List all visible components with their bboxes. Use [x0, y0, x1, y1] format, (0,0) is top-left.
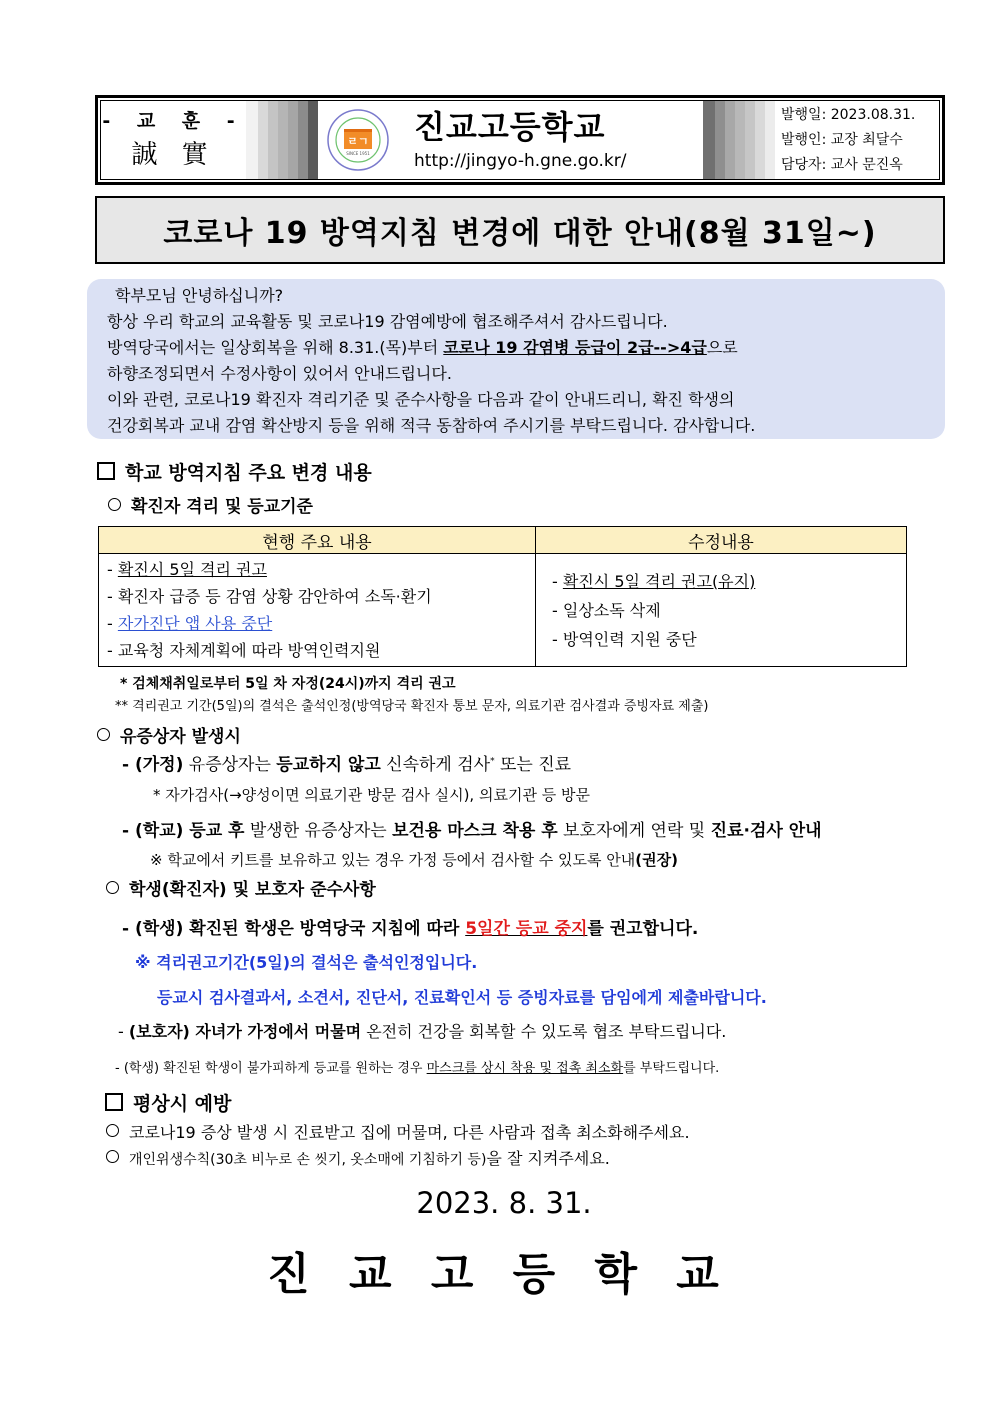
revised-item-2: 일상소독 삭제 [562, 600, 661, 620]
text: (학생) 확진된 학생이 불가피하게 등교를 원하는 경우 [123, 1061, 427, 1076]
header-inner-frame [100, 100, 940, 180]
dash: - [122, 755, 135, 775]
dash: - [552, 571, 563, 591]
compliance-student-item [122, 914, 698, 939]
footer-date: 2023. 8. 31. [416, 1186, 592, 1220]
section-2-heading [105, 1089, 231, 1116]
compliance-guardian-item [118, 1019, 726, 1042]
dash: - [107, 560, 118, 579]
current-item-1: 확진시 5일 격리 권고 [117, 560, 267, 579]
svg-text:ㄹㄱ: ㄹㄱ [347, 135, 369, 148]
no-school-emphasis: 등교하지 않고 [276, 755, 381, 775]
text: ※ 학교에서 키트를 보유하고 있는 경우 가정 등에서 검사할 수 있도록 안내 [150, 851, 636, 869]
section-1-heading [97, 458, 372, 485]
prevention-item-1 [106, 1120, 690, 1143]
recommended-tag: (권장) [635, 851, 678, 869]
isolation-note-2: ** 격리권고 기간(5일)의 결석은 출석인정(방역당국 확진자 통보 문자, 의료기관 검사결과 증빙자료 제출) [115, 699, 709, 714]
text: 유증상자는 [183, 755, 277, 775]
table-row [107, 556, 527, 583]
table-header-revised: 수정내용 [536, 527, 907, 554]
circle-bullet-icon [106, 881, 119, 894]
circle-bullet-icon [108, 498, 121, 511]
current-item-3: 자가진단 앱 사용 중단 [117, 614, 273, 633]
prevention-text-2-tail: 을 잘 지켜주세요. [486, 1149, 610, 1168]
newsletter-header [95, 95, 945, 185]
footer-school-name: 진 교 고 등 학 교 [267, 1249, 731, 1300]
issue-date: 발행일: 2023.08.31. [781, 106, 916, 123]
prevention-text-1: 코로나19 증상 발생 시 진료받고 집에 머물며, 다른 사람과 접촉 최소화해주세요. [129, 1123, 690, 1142]
prevention-item-2 [106, 1146, 610, 1169]
compliance-student-attend-item [115, 1057, 719, 1076]
school-motto [101, 101, 246, 179]
text: 발생한 유증상자는 [244, 821, 393, 841]
subsection-symptomatic-heading [97, 722, 241, 747]
five-day-suspension-highlight: 5일간 등교 중지 [465, 919, 588, 939]
intro-greeting-box [87, 279, 945, 439]
school-emblem-icon [326, 108, 390, 172]
symptomatic-school-item [122, 816, 822, 841]
notice-title-box [95, 196, 945, 264]
dash: - [107, 587, 118, 606]
circle-bullet-icon [106, 1124, 119, 1137]
greeting: 학부모님 안녕하십니까? [115, 286, 284, 305]
publisher: 발행인: 교장 최달수 [781, 131, 903, 148]
intro-line-2-tail: 으로 [706, 338, 738, 357]
circle-bullet-icon [106, 1150, 119, 1163]
intro-line-2-text: 방역당국에서는 일상회복을 위해 8.31.(목)부터 [107, 338, 444, 357]
motto-hanja: 誠 實 [131, 140, 216, 170]
evidence-submission-note: 등교시 검사결과서, 소견서, 진단서, 진료확인서 등 증빙자료를 담임에게 제출바랍니다. [157, 988, 767, 1007]
intro-line-5: 건강회복과 교내 감염 확산방지 등을 위해 적극 동참하여 주시기를 부탁드립니다. 감사합니다. [107, 416, 756, 435]
motto-title: - 교 훈 - [102, 110, 245, 132]
dash: - [118, 1022, 129, 1041]
revised-item-3: 방역인력 지원 중단 [562, 629, 697, 649]
guardian-emphasis: (보호자) 자녀가 가정에서 머물며 [128, 1022, 362, 1041]
text: 신속하게 검사 [380, 755, 491, 775]
text: 온전히 건강을 회복할 수 있도록 협조 부탁드립니다. [361, 1022, 727, 1041]
svg-text:SINCE 1951: SINCE 1951 [346, 151, 370, 156]
revised-content-cell [536, 554, 907, 667]
dash: - [552, 629, 563, 649]
table-row [107, 637, 527, 664]
current-item-2: 확진자 급증 등 감염 상황 감안하여 소독·환기 [117, 587, 432, 606]
mask-contact-underline: 마스크를 상시 착용 및 접촉 최소화 [426, 1061, 624, 1076]
checkbox-square-icon [97, 462, 115, 480]
subsection-isolation-title: 확진자 격리 및 등교기준 [131, 497, 313, 517]
symptomatic-home-item [122, 750, 571, 775]
subsection-compliance-title: 학생(확진자) 및 보호자 준수사항 [129, 880, 376, 900]
attendance-recognition-note: ※ 격리권고기간(5일)의 결석은 출석인정입니다. [135, 953, 478, 972]
table-row [107, 610, 527, 637]
subsection-compliance-heading [106, 875, 376, 900]
subsection-symptomatic-title: 유증상자 발생시 [120, 727, 241, 747]
grade-change-highlight: 코로나 19 감염병 등급이 2급-->4급 [443, 338, 707, 357]
dash: - [122, 821, 135, 841]
revised-item-1: 확진시 5일 격리 권고(유지) [562, 571, 756, 591]
table-row [552, 567, 898, 596]
school-brand [318, 101, 703, 179]
text: (학생) 확진된 학생은 방역당국 지침에 따라 [134, 919, 466, 939]
school-name: 진교고등학교 [414, 108, 606, 146]
treatment-emphasis: 진료·검사 안내 [710, 821, 822, 841]
current-item-4: 교육청 자체계획에 따라 방역인력지원 [117, 641, 381, 660]
dash: - [107, 614, 118, 633]
tag-school: (학교) 등교 후 [134, 821, 245, 841]
text: 를 부탁드립니다. [623, 1061, 720, 1076]
intro-line-4: 이와 관련, 코로나19 확진자 격리기준 및 준수사항을 다음과 같이 안내드리니, 확진 학생의 [107, 390, 735, 409]
text: 보호자에게 연락 및 [557, 821, 711, 841]
intro-line-3: 하향조정되면서 수정사항이 있어서 안내드립니다. [107, 364, 452, 383]
footnote-mark: * [490, 756, 495, 767]
school-url-link[interactable]: http://jingyo-h.gne.go.kr/ [414, 151, 627, 171]
section-2-title: 평상시 예방 [133, 1093, 232, 1115]
table-header-current: 현행 주요 내용 [99, 527, 536, 554]
prevention-text-2: 개인위생수칙(30초 비누로 손 씻기, 옷소매에 기침하기 등) [129, 1152, 487, 1168]
circle-bullet-icon [97, 728, 110, 741]
dash: - [107, 641, 118, 660]
contact-person: 담당자: 교사 문진옥 [781, 156, 903, 173]
checkbox-square-icon [105, 1093, 123, 1111]
comparison-table [98, 526, 907, 667]
section-1-title: 학교 방역지침 주요 변경 내용 [125, 462, 372, 484]
gradient-stripes-right [703, 101, 775, 179]
text: 를 권고합니다. [587, 919, 699, 939]
issue-info [775, 101, 939, 179]
table-row [552, 596, 898, 625]
dash: - [115, 1061, 124, 1076]
text: 또는 진료 [494, 755, 572, 775]
notice-title: 코로나 19 방역지침 변경에 대한 안내(8월 31일~) [163, 216, 877, 251]
dash: - [122, 919, 135, 939]
isolation-note-1: * 검체채취일로부터 5일 차 자정(24시)까지 격리 권고 [120, 676, 456, 692]
current-content-cell [99, 554, 536, 667]
intro-line-1: 항상 우리 학교의 교육활동 및 코로나19 감염예방에 협조해주셔서 감사드립니다. [107, 312, 668, 331]
subsection-isolation-heading [108, 492, 313, 517]
table-row [107, 583, 527, 610]
tag-home: (가정) [134, 755, 184, 775]
symptomatic-home-note: * 자가검사(→양성이면 의료기관 방문 검사 실시), 의료기관 등 방문 [153, 786, 590, 804]
table-row [552, 625, 898, 654]
intro-line-2 [107, 335, 945, 361]
gradient-stripes-left [246, 101, 318, 179]
mask-emphasis: 보건용 마스크 착용 후 [392, 821, 558, 841]
dash: - [552, 600, 563, 620]
symptomatic-school-note [150, 849, 678, 870]
